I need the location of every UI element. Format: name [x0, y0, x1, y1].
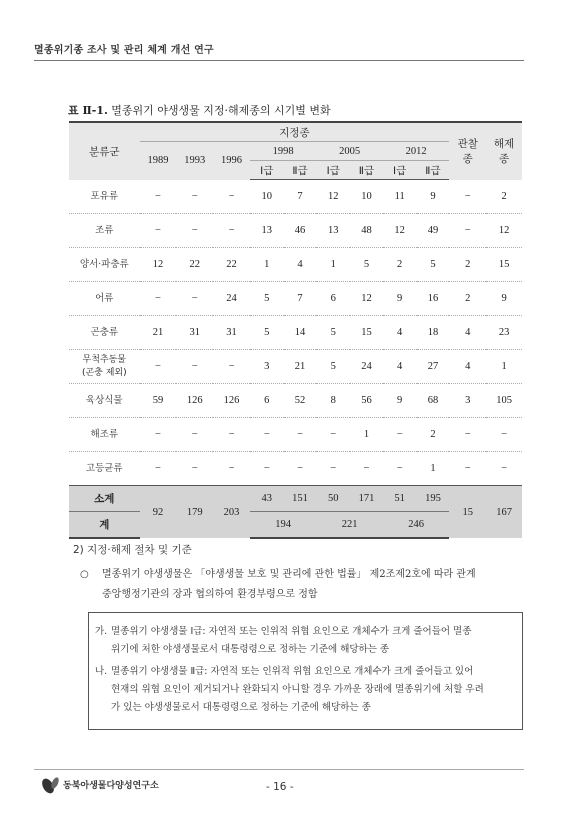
table-cell: −: [176, 350, 213, 384]
table-cell: −: [140, 418, 177, 452]
table-cell: −: [501, 463, 508, 474]
table-cell: 105: [486, 384, 522, 418]
table-cell: 4: [284, 248, 317, 282]
table-cell: 14: [284, 316, 317, 350]
table-row: [69, 452, 522, 486]
table-cell: −: [140, 214, 177, 248]
table-row: [69, 180, 522, 214]
table-cell: 5: [316, 316, 350, 350]
header-grade: Ⅱ급: [417, 161, 450, 180]
table-cell: 1: [316, 248, 350, 282]
table-cell: −: [213, 180, 250, 214]
table-cell: 126: [176, 384, 213, 418]
table-caption: [68, 102, 331, 118]
table-cell: 3: [250, 350, 284, 384]
table-cell: 4: [449, 316, 486, 350]
header-year: 2005: [316, 142, 382, 161]
header-released: [486, 122, 522, 180]
total-cell: 221: [316, 512, 382, 539]
table-cell: 31: [213, 316, 250, 350]
table-cell: −: [176, 282, 213, 316]
table-cell: 126: [213, 384, 250, 418]
header-group: 분류군: [69, 122, 140, 180]
table-caption-label: 표 Ⅱ-1.: [68, 104, 108, 117]
table-cell: 7: [284, 282, 317, 316]
bullet-text: [102, 565, 527, 605]
table-cell: −: [464, 463, 471, 474]
table-cell: 68: [417, 384, 450, 418]
table-cell: 12: [486, 214, 522, 248]
definition-text: [111, 663, 516, 717]
table-cell: 4: [383, 316, 417, 350]
footer-divider: [34, 769, 524, 770]
table-cell: 16: [417, 282, 450, 316]
subtotal-cell: 171: [350, 486, 383, 512]
row-label: 해조류: [69, 418, 140, 452]
header-observe-text: 관찰 종: [457, 139, 478, 166]
table-cell: 2: [417, 418, 450, 452]
definition-line: 위기에 처한 야생생물로서 대통령령으로 정하는 기준에 해당하는 종: [111, 644, 390, 655]
table-cell: −: [213, 418, 250, 452]
table-cell: −: [140, 350, 177, 384]
table-cell: −: [449, 418, 486, 452]
row-label: 양서·파충류: [69, 248, 140, 282]
table-row: [69, 418, 522, 452]
definition-key: 나.: [95, 666, 108, 677]
row-label: 육상식물: [69, 384, 140, 418]
table-cell: 12: [140, 248, 177, 282]
table-cell: −: [250, 418, 284, 452]
table-cell: 9: [417, 180, 450, 214]
table-cell: 23: [486, 316, 522, 350]
table-cell: 46: [284, 214, 317, 248]
definition-item: [95, 623, 516, 659]
subtotal-cell: 179: [176, 486, 213, 539]
total-label: 계: [69, 512, 140, 539]
table-cell: 12: [383, 214, 417, 248]
table-cell: 27: [417, 350, 450, 384]
table-cell: 10: [350, 180, 383, 214]
table-row: [69, 248, 522, 282]
subtotal-cell: 203: [213, 486, 250, 539]
table-row: [69, 214, 522, 248]
table-row: [69, 350, 522, 384]
table-cell: 10: [250, 180, 284, 214]
table-cell: 15: [350, 316, 383, 350]
header-year: 1998: [250, 142, 316, 161]
header-grade: Ⅰ급: [383, 161, 417, 180]
row-label-line: 무척추동물: [82, 354, 127, 365]
table-cell: 2: [449, 282, 486, 316]
table-row: [69, 384, 522, 418]
table-cell: 6: [250, 384, 284, 418]
definition-key: 가.: [95, 626, 108, 637]
table-cell: 4: [383, 350, 417, 384]
definition-text: [111, 623, 516, 659]
table-cell: 59: [140, 384, 177, 418]
header-released-text: 해제 종: [493, 139, 515, 166]
header-year: 2012: [383, 142, 450, 161]
table-cell: −: [154, 463, 161, 474]
table-cell: 24: [350, 350, 383, 384]
subtotal-cell: 92: [140, 486, 177, 539]
leaf-logo-icon: [40, 774, 62, 796]
table-cell: −: [486, 418, 522, 452]
table-cell: 1: [250, 248, 284, 282]
table-cell: 48: [350, 214, 383, 248]
table-cell: −: [176, 418, 213, 452]
table-cell: 5: [350, 248, 383, 282]
table-cell: −: [396, 463, 403, 474]
table-cell: 12: [316, 180, 350, 214]
row-label: [69, 350, 140, 384]
header-divider: [34, 60, 524, 61]
table-cell: 49: [417, 214, 450, 248]
table-cell: −: [213, 350, 250, 384]
definition-line: 현재의 위협 요인이 제거되거나 완화되지 아니할 경우 가까운 장래에 멸종위기에 처할 우려: [111, 684, 484, 695]
table-cell: −: [449, 214, 486, 248]
row-label: 조류: [69, 214, 140, 248]
table-cell: −: [330, 463, 337, 474]
table-cell: −: [191, 463, 198, 474]
table-row: [69, 282, 522, 316]
table-cell: 5: [250, 316, 284, 350]
subtotal-cell: 167: [486, 486, 522, 539]
definition-line: 멸종위기 야생생물 Ⅱ급: 자연적 또는 인위적 위협 요인으로 개체수가 크게 줄어들고 있어: [111, 666, 474, 677]
table-cell: 13: [316, 214, 350, 248]
definition-box: [88, 612, 523, 730]
table-cell: −: [263, 463, 270, 474]
subtotal-row: [69, 486, 522, 512]
table-cell: 21: [284, 350, 317, 384]
total-cell: 246: [383, 512, 450, 539]
table-cell: 9: [383, 384, 417, 418]
org-name: 동북아생물다양성연구소: [63, 781, 159, 791]
table-cell: 2: [383, 248, 417, 282]
table-cell: −: [284, 418, 317, 452]
table-cell: 52: [284, 384, 317, 418]
table-cell: 1: [430, 463, 436, 474]
bullet-line: 중앙행정기관의 장과 협의하여 환경부령으로 정함: [102, 589, 318, 600]
definition-item: [95, 663, 516, 717]
table-cell: −: [213, 214, 250, 248]
table-cell: 9: [486, 282, 522, 316]
table-cell: 2: [449, 248, 486, 282]
section-heading: 2) 지정·해제 절차 및 기준: [73, 544, 192, 556]
header-year: 1989: [140, 142, 177, 180]
table-cell: 21: [140, 316, 177, 350]
header-grade: Ⅱ급: [350, 161, 383, 180]
table-row: [69, 316, 522, 350]
header-observe: [449, 122, 486, 180]
subtotal-cell: 195: [417, 486, 450, 512]
table-cell: 1: [486, 350, 522, 384]
subtotal-cell: 43: [250, 486, 284, 512]
table-cell: 1: [350, 418, 383, 452]
table-cell: 56: [350, 384, 383, 418]
row-label-line: (곤충 제외): [81, 367, 127, 378]
table-cell: −: [316, 418, 350, 452]
bullet-line: 멸종위기 야생생물은 「야생생물 보호 및 관리에 관한 법률」 제2조제2호에 따라 관계: [102, 569, 476, 580]
subtotal-cell: 15: [449, 486, 486, 539]
total-cell: 194: [250, 512, 316, 539]
table-cell: −: [140, 282, 177, 316]
table-cell: 11: [383, 180, 417, 214]
table-cell: −: [297, 463, 303, 474]
table-cell: 9: [383, 282, 417, 316]
header-year: 1996: [213, 142, 250, 180]
species-table: [69, 121, 522, 539]
table-cell: 5: [316, 350, 350, 384]
definition-line: 멸종위기 야생생물 Ⅰ급: 자연적 또는 인위적 위협 요인으로 개체수가 크게 줄어들어 멸종: [111, 626, 472, 637]
table-cell: 7: [284, 180, 317, 214]
table-cell: 13: [250, 214, 284, 248]
table-cell: −: [140, 180, 177, 214]
header-year: 1993: [176, 142, 213, 180]
running-header: 멸종위기종 조사 및 관리 체계 개선 연구: [34, 45, 214, 56]
row-label: 곤충류: [69, 316, 140, 350]
header-designated: 지정종: [140, 122, 450, 142]
table-cell: −: [228, 463, 235, 474]
table-cell: 5: [417, 248, 450, 282]
row-label: 고등균류: [85, 463, 123, 474]
table-cell: 31: [176, 316, 213, 350]
table-cell: 5: [250, 282, 284, 316]
subtotal-cell: 151: [284, 486, 317, 512]
definition-line: 가 있는 야생생물로서 대통령령으로 정하는 기준에 해당하는 종: [111, 702, 371, 713]
subtotal-label: 소계: [69, 486, 140, 512]
table-cell: 15: [486, 248, 522, 282]
table-cell: 2: [486, 180, 522, 214]
table-cell: −: [176, 214, 213, 248]
table-cell: 4: [449, 350, 486, 384]
table-cell: 12: [350, 282, 383, 316]
table-cell: −: [449, 180, 486, 214]
table-cell: 8: [316, 384, 350, 418]
subtotal-cell: 51: [383, 486, 417, 512]
table-cell: 6: [316, 282, 350, 316]
table-caption-text: 멸종위기 야생생물 지정·해제종의 시기별 변화: [111, 104, 331, 117]
subtotal-cell: 50: [316, 486, 350, 512]
table-cell: 3: [449, 384, 486, 418]
table-cell: 22: [213, 248, 250, 282]
table-cell: −: [383, 418, 417, 452]
header-grade: Ⅰ급: [250, 161, 284, 180]
row-label: 어류: [69, 282, 140, 316]
header-grade: Ⅱ급: [284, 161, 317, 180]
header-grade: Ⅰ급: [316, 161, 350, 180]
table-cell: 24: [213, 282, 250, 316]
table-cell: −: [176, 180, 213, 214]
table-cell: −: [363, 463, 370, 474]
page-number: - 16 -: [266, 781, 294, 793]
circle-bullet-icon: ○: [80, 569, 89, 580]
table-cell: 22: [176, 248, 213, 282]
row-label: 포유류: [69, 180, 140, 214]
table-cell: 18: [417, 316, 450, 350]
